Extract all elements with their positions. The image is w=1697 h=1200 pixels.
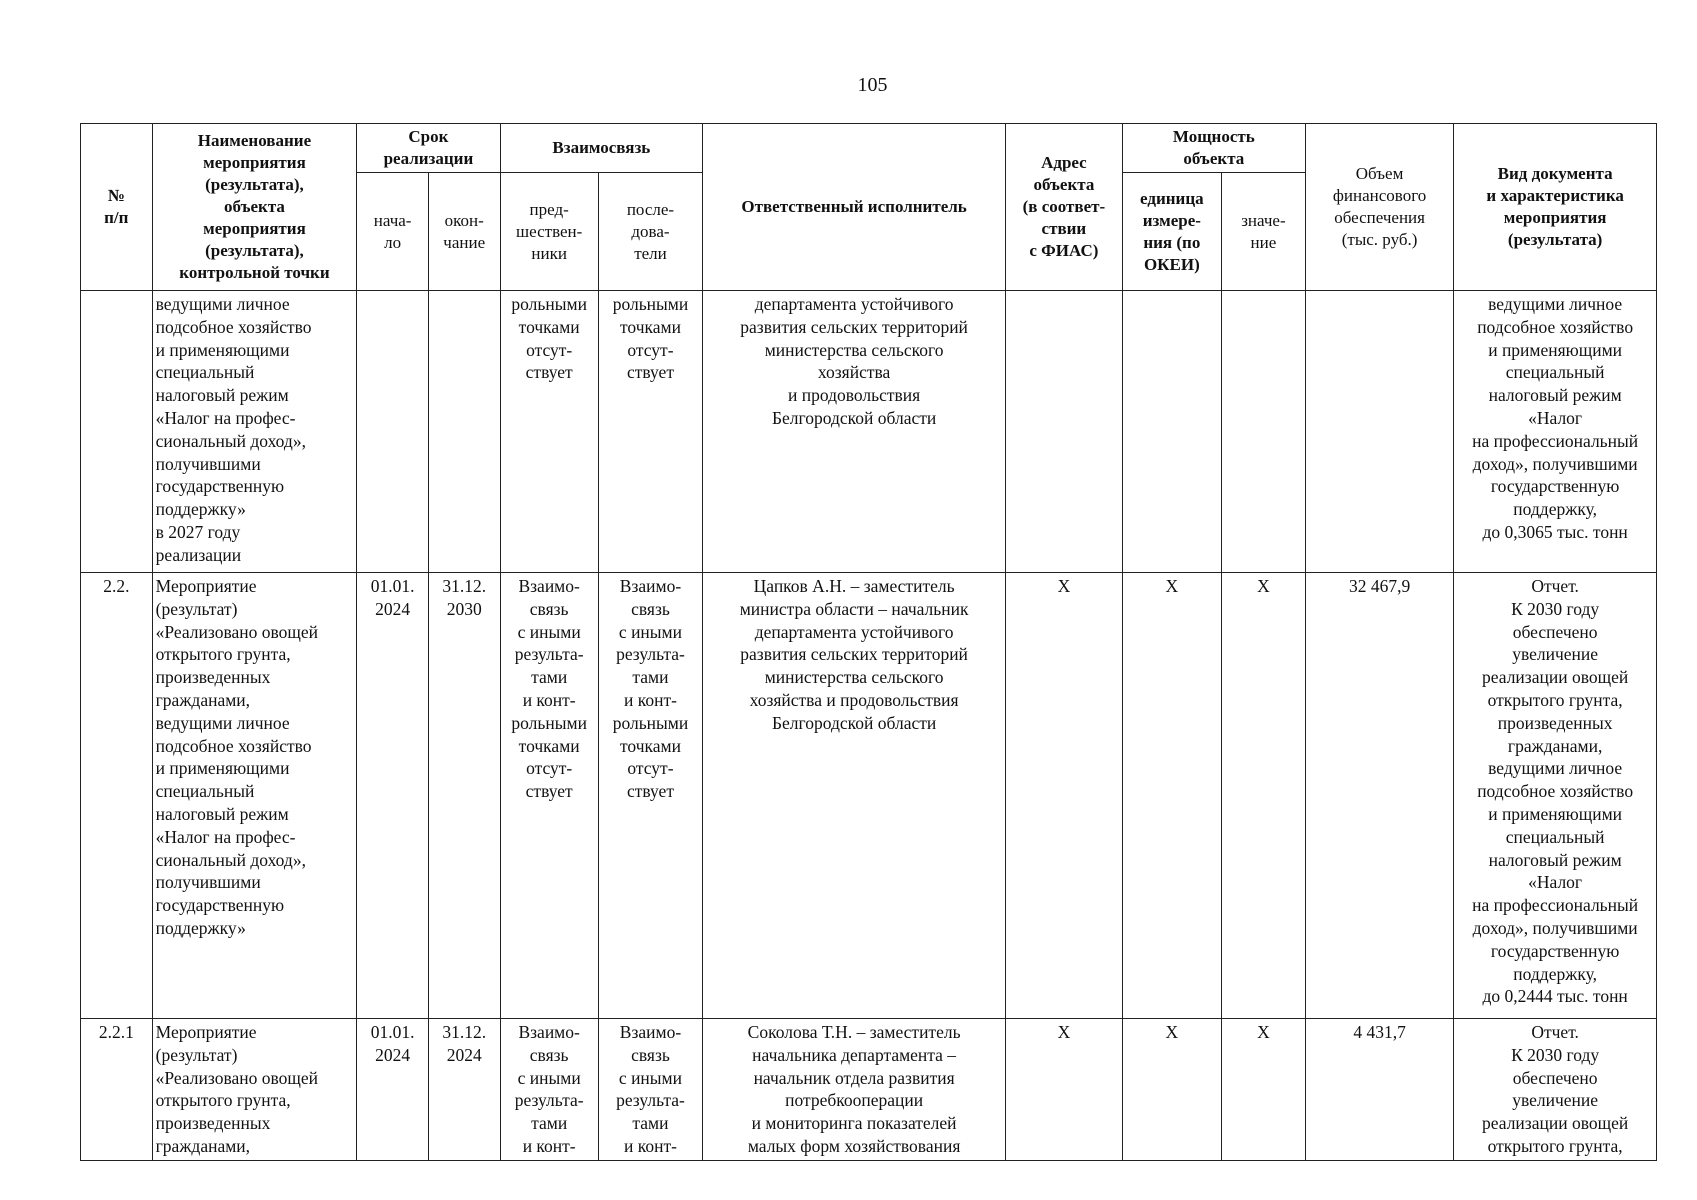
header-term-start: нача- ло bbox=[357, 173, 429, 291]
cell-prev: рольными точками отсут- ствует bbox=[500, 291, 598, 573]
cell-start: 01.01. 2024 bbox=[357, 1019, 429, 1161]
cell-next: Взаимо- связь с иными результа- тами и конт- рольными точками отсут- ствует bbox=[598, 573, 702, 1019]
cell-value: X bbox=[1221, 1019, 1305, 1161]
header-number: № п/п bbox=[81, 124, 153, 291]
cell-num: 2.2. bbox=[81, 573, 153, 1019]
cell-executor: Цапков А.Н. – заместитель министра области – начальник департамента устойчивого развития сельских территорий министерства сельского хозяйства и продовольствия Белгородской области bbox=[703, 573, 1006, 1019]
header-link-next: после- дова- тели bbox=[598, 173, 702, 291]
activities-table bbox=[80, 123, 1657, 1161]
cell-executor: департамента устойчивого развития сельских территорий министерства сельского хозяйства и продовольствия Белгородской области bbox=[703, 291, 1006, 573]
table-row bbox=[81, 573, 1657, 1019]
header-capacity-value: значе- ние bbox=[1221, 173, 1305, 291]
table-row bbox=[81, 1019, 1657, 1161]
cell-name: Мероприятие (результат) «Реализовано овощей открытого грунта, произведенных гражданами, ведущими личное подсобное хозяйство и применяющими специальный налоговый режим «Налог на профес- сиональный доход», получившими государственную поддержку» bbox=[152, 573, 357, 1019]
cell-executor: Соколова Т.Н. – заместитель начальника департамента – начальник отдела развития потребкооперации и мониторинга показателей малых форм хозяйствования bbox=[703, 1019, 1006, 1161]
cell-finance bbox=[1305, 291, 1453, 573]
header-finance: Объем финансового обеспечения (тыс. руб.) bbox=[1305, 124, 1453, 291]
cell-end: 31.12. 2030 bbox=[428, 573, 500, 1019]
cell-value: X bbox=[1221, 573, 1305, 1019]
header-link-prev: пред- шествен- ники bbox=[500, 173, 598, 291]
cell-num bbox=[81, 291, 153, 573]
cell-doc: ведущими личное подсобное хозяйство и применяющими специальный налоговый режим «Налог на профессиональный доход», получившими государственную поддержку, до 0,3065 тыс. тонн bbox=[1454, 291, 1657, 573]
cell-name: ведущими личное подсобное хозяйство и применяющими специальный налоговый режим «Налог на профес- сиональный доход», получившими государственную поддержку» в 2027 году реализации bbox=[152, 291, 357, 573]
header-name: Наименование мероприятия (результата), объекта мероприятия (результата), контрольной точки bbox=[152, 124, 357, 291]
cell-unit bbox=[1122, 291, 1221, 573]
cell-unit: X bbox=[1122, 1019, 1221, 1161]
header-term-end: окон- чание bbox=[428, 173, 500, 291]
cell-start bbox=[357, 291, 429, 573]
header-executor: Ответственный исполнитель bbox=[703, 124, 1006, 291]
cell-address: X bbox=[1006, 573, 1123, 1019]
cell-prev: Взаимо- связь с иными результа- тами и конт- рольными точками отсут- ствует bbox=[500, 573, 598, 1019]
cell-prev: Взаимо- связь с иными результа- тами и конт- bbox=[500, 1019, 598, 1161]
header-term: Срок реализации bbox=[357, 124, 500, 173]
cell-finance: 4 431,7 bbox=[1305, 1019, 1453, 1161]
header-capacity: Мощность объекта bbox=[1122, 124, 1305, 173]
header-capacity-unit: единица измере- ния (по ОКЕИ) bbox=[1122, 173, 1221, 291]
cell-next: Взаимо- связь с иными результа- тами и конт- bbox=[598, 1019, 702, 1161]
cell-value bbox=[1221, 291, 1305, 573]
cell-unit: X bbox=[1122, 573, 1221, 1019]
cell-end bbox=[428, 291, 500, 573]
header-address: Адрес объекта (в соответ- ствии с ФИАС) bbox=[1006, 124, 1123, 291]
cell-end: 31.12. 2024 bbox=[428, 1019, 500, 1161]
cell-next: рольными точками отсут- ствует bbox=[598, 291, 702, 573]
page-number: 105 bbox=[857, 74, 888, 96]
cell-num: 2.2.1 bbox=[81, 1019, 153, 1161]
cell-address bbox=[1006, 291, 1123, 573]
cell-name: Мероприятие (результат) «Реализовано овощей открытого грунта, произведенных гражданами, bbox=[152, 1019, 357, 1161]
cell-start: 01.01. 2024 bbox=[357, 573, 429, 1019]
cell-doc: Отчет. К 2030 году обеспечено увеличение реализации овощей открытого грунта, произведенных гражданами, ведущими личное подсобное хозяйство и применяющими специальный налоговый режим «Налог на профессиональный доход», получившими государственную поддержку, до 0,2444 тыс. тонн bbox=[1454, 573, 1657, 1019]
header-link: Взаимосвязь bbox=[500, 124, 703, 173]
header-doc-type: Вид документа и характеристика мероприятия (результата) bbox=[1454, 124, 1657, 291]
cell-doc: Отчет. К 2030 году обеспечено увеличение реализации овощей открытого грунта, bbox=[1454, 1019, 1657, 1161]
table-row bbox=[81, 291, 1657, 573]
cell-address: X bbox=[1006, 1019, 1123, 1161]
cell-finance: 32 467,9 bbox=[1305, 573, 1453, 1019]
